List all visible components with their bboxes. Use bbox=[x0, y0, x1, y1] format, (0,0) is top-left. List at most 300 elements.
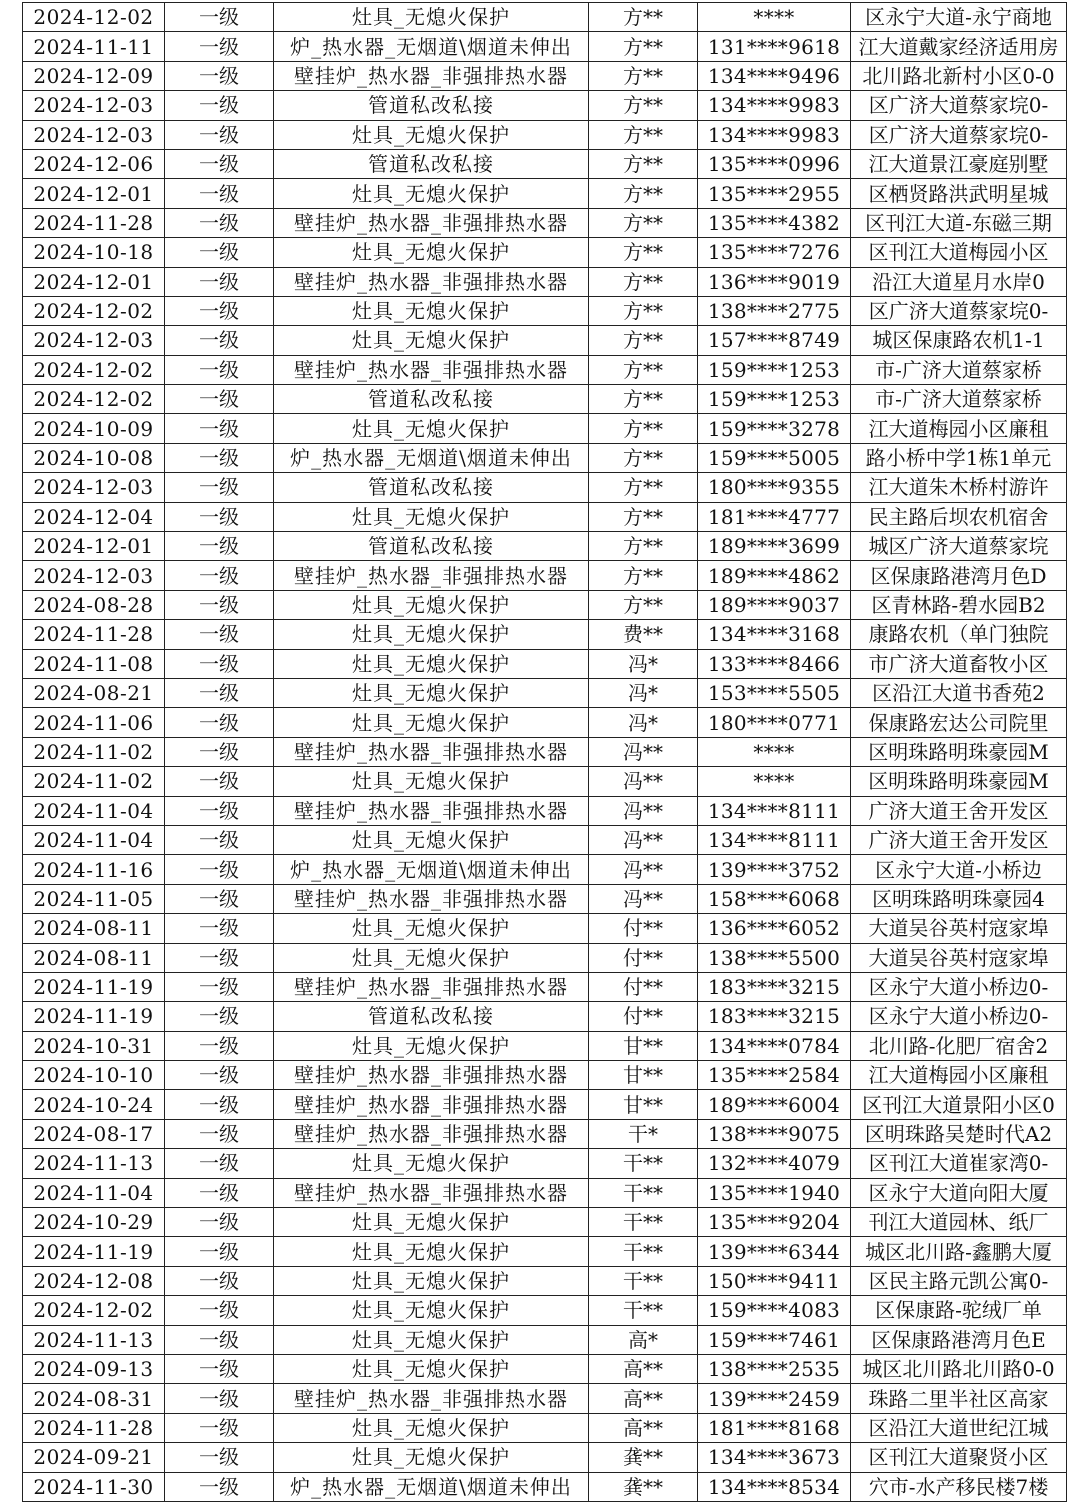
customer-name-cell: 方** bbox=[589, 238, 698, 267]
date-cell: 2024-11-19 bbox=[23, 1002, 165, 1031]
phone-cell: 159****3278 bbox=[698, 414, 851, 443]
level-cell: 一级 bbox=[165, 1443, 274, 1472]
phone-cell: 180****9355 bbox=[698, 473, 851, 502]
customer-name-cell: 方** bbox=[589, 208, 698, 237]
hazard-type-cell: 灶具_无熄火保护 bbox=[274, 767, 589, 796]
address-cell: 穴市-水产移民楼7楼 bbox=[851, 1472, 1067, 1501]
level-cell: 一级 bbox=[165, 91, 274, 120]
date-cell: 2024-12-03 bbox=[23, 473, 165, 502]
phone-cell: 135****9204 bbox=[698, 1208, 851, 1237]
phone-cell: 189****3699 bbox=[698, 532, 851, 561]
address-cell: 城区北川路北川路0-0 bbox=[851, 1354, 1067, 1383]
table-row bbox=[23, 532, 1067, 561]
date-cell: 2024-11-04 bbox=[23, 1178, 165, 1207]
hazard-type-cell: 灶具_无熄火保护 bbox=[274, 3, 589, 32]
hazard-type-cell: 壁挂炉_热水器_非强排热水器 bbox=[274, 1178, 589, 1207]
table-row bbox=[23, 326, 1067, 355]
hazard-type-cell: 灶具_无熄火保护 bbox=[274, 1149, 589, 1178]
phone-cell: 138****5500 bbox=[698, 943, 851, 972]
level-cell: 一级 bbox=[165, 943, 274, 972]
table-row bbox=[23, 238, 1067, 267]
customer-name-cell: 方** bbox=[589, 3, 698, 32]
hazard-type-cell: 壁挂炉_热水器_非强排热水器 bbox=[274, 355, 589, 384]
phone-cell: 134****8111 bbox=[698, 825, 851, 854]
address-cell: 市-广济大道蔡家桥 bbox=[851, 355, 1067, 384]
hazard-type-cell: 管道私改私接 bbox=[274, 1002, 589, 1031]
hazard-type-cell: 灶具_无熄火保护 bbox=[274, 1208, 589, 1237]
level-cell: 一级 bbox=[165, 972, 274, 1001]
address-cell: 区沿江大道世纪江城 bbox=[851, 1413, 1067, 1442]
hazard-type-cell: 管道私改私接 bbox=[274, 532, 589, 561]
date-cell: 2024-09-21 bbox=[23, 1443, 165, 1472]
phone-cell: 159****7461 bbox=[698, 1325, 851, 1354]
date-cell: 2024-11-04 bbox=[23, 796, 165, 825]
hazard-type-cell: 灶具_无熄火保护 bbox=[274, 678, 589, 707]
phone-cell: 133****8466 bbox=[698, 649, 851, 678]
level-cell: 一级 bbox=[165, 1002, 274, 1031]
address-cell: 区保康路港湾月色D bbox=[851, 561, 1067, 590]
date-cell: 2024-12-03 bbox=[23, 561, 165, 590]
address-cell: 广济大道王舍开发区 bbox=[851, 825, 1067, 854]
address-cell: 区永宁大道向阳大厦 bbox=[851, 1178, 1067, 1207]
hazard-type-cell: 炉_热水器_无烟道\烟道未伸出 bbox=[274, 855, 589, 884]
date-cell: 2024-11-28 bbox=[23, 208, 165, 237]
date-cell: 2024-12-02 bbox=[23, 1296, 165, 1325]
customer-name-cell: 干* bbox=[589, 1119, 698, 1148]
address-cell: 区广济大道蔡家垸0- bbox=[851, 91, 1067, 120]
level-cell: 一级 bbox=[165, 1266, 274, 1295]
customer-name-cell: 冯* bbox=[589, 678, 698, 707]
hazard-type-cell: 壁挂炉_热水器_非强排热水器 bbox=[274, 737, 589, 766]
customer-name-cell: 龚** bbox=[589, 1472, 698, 1501]
date-cell: 2024-12-02 bbox=[23, 355, 165, 384]
level-cell: 一级 bbox=[165, 1413, 274, 1442]
table-row bbox=[23, 649, 1067, 678]
table-row bbox=[23, 1061, 1067, 1090]
phone-cell: 134****0784 bbox=[698, 1031, 851, 1060]
date-cell: 2024-12-02 bbox=[23, 3, 165, 32]
address-cell: 区永宁大道-永宁商地 bbox=[851, 3, 1067, 32]
address-cell: 区明珠路明珠豪园M bbox=[851, 737, 1067, 766]
level-cell: 一级 bbox=[165, 1061, 274, 1090]
date-cell: 2024-12-03 bbox=[23, 326, 165, 355]
date-cell: 2024-10-29 bbox=[23, 1208, 165, 1237]
table-row bbox=[23, 767, 1067, 796]
date-cell: 2024-12-03 bbox=[23, 120, 165, 149]
date-cell: 2024-10-18 bbox=[23, 238, 165, 267]
hazard-type-cell: 灶具_无熄火保护 bbox=[274, 326, 589, 355]
level-cell: 一级 bbox=[165, 120, 274, 149]
level-cell: 一级 bbox=[165, 296, 274, 325]
table-row bbox=[23, 1296, 1067, 1325]
hazard-type-cell: 壁挂炉_热水器_非强排热水器 bbox=[274, 561, 589, 590]
phone-cell: 189****4862 bbox=[698, 561, 851, 590]
hazard-record-table bbox=[22, 2, 1067, 1502]
customer-name-cell: 甘** bbox=[589, 1061, 698, 1090]
level-cell: 一级 bbox=[165, 1354, 274, 1383]
level-cell: 一级 bbox=[165, 1031, 274, 1060]
customer-name-cell: 冯* bbox=[589, 708, 698, 737]
date-cell: 2024-11-02 bbox=[23, 737, 165, 766]
address-cell: 刊江大道园林、纸厂 bbox=[851, 1208, 1067, 1237]
address-cell: 区栖贤路洪武明星城 bbox=[851, 179, 1067, 208]
address-cell: 区沿江大道书香苑2 bbox=[851, 678, 1067, 707]
level-cell: 一级 bbox=[165, 855, 274, 884]
customer-name-cell: 方** bbox=[589, 385, 698, 414]
level-cell: 一级 bbox=[165, 179, 274, 208]
hazard-type-cell: 炉_热水器_无烟道\烟道未伸出 bbox=[274, 443, 589, 472]
customer-name-cell: 冯** bbox=[589, 855, 698, 884]
address-cell: 大道吴谷英村寇家埠 bbox=[851, 943, 1067, 972]
hazard-type-cell: 壁挂炉_热水器_非强排热水器 bbox=[274, 267, 589, 296]
customer-name-cell: 方** bbox=[589, 532, 698, 561]
table-row bbox=[23, 1472, 1067, 1501]
phone-cell: 138****9075 bbox=[698, 1119, 851, 1148]
level-cell: 一级 bbox=[165, 1119, 274, 1148]
hazard-type-cell: 炉_热水器_无烟道\烟道未伸出 bbox=[274, 1472, 589, 1501]
address-cell: 北川路北新村小区0-0 bbox=[851, 61, 1067, 90]
customer-name-cell: 方** bbox=[589, 149, 698, 178]
level-cell: 一级 bbox=[165, 1178, 274, 1207]
phone-cell: 139****3752 bbox=[698, 855, 851, 884]
date-cell: 2024-12-08 bbox=[23, 1266, 165, 1295]
date-cell: 2024-11-28 bbox=[23, 620, 165, 649]
table-row bbox=[23, 972, 1067, 1001]
customer-name-cell: 方** bbox=[589, 91, 698, 120]
level-cell: 一级 bbox=[165, 561, 274, 590]
date-cell: 2024-11-19 bbox=[23, 972, 165, 1001]
inspection-sheet bbox=[22, 2, 1066, 1502]
customer-name-cell: 龚** bbox=[589, 1443, 698, 1472]
date-cell: 2024-12-01 bbox=[23, 179, 165, 208]
customer-name-cell: 方** bbox=[589, 443, 698, 472]
table-row bbox=[23, 267, 1067, 296]
level-cell: 一级 bbox=[165, 32, 274, 61]
hazard-type-cell: 壁挂炉_热水器_非强排热水器 bbox=[274, 1119, 589, 1148]
level-cell: 一级 bbox=[165, 914, 274, 943]
address-cell: 区刊江大道景阳小区0 bbox=[851, 1090, 1067, 1119]
hazard-type-cell: 灶具_无熄火保护 bbox=[274, 914, 589, 943]
address-cell: 区刊江大道崔家湾0- bbox=[851, 1149, 1067, 1178]
hazard-type-cell: 灶具_无熄火保护 bbox=[274, 1031, 589, 1060]
customer-name-cell: 冯** bbox=[589, 737, 698, 766]
level-cell: 一级 bbox=[165, 1472, 274, 1501]
table-row bbox=[23, 91, 1067, 120]
date-cell: 2024-12-02 bbox=[23, 296, 165, 325]
table-row bbox=[23, 120, 1067, 149]
level-cell: 一级 bbox=[165, 825, 274, 854]
table-row bbox=[23, 1354, 1067, 1383]
customer-name-cell: 方** bbox=[589, 561, 698, 590]
customer-name-cell: 方** bbox=[589, 590, 698, 619]
phone-cell: 136****6052 bbox=[698, 914, 851, 943]
customer-name-cell: 干** bbox=[589, 1178, 698, 1207]
table-row bbox=[23, 708, 1067, 737]
hazard-type-cell: 灶具_无熄火保护 bbox=[274, 649, 589, 678]
phone-cell: 159****4083 bbox=[698, 1296, 851, 1325]
level-cell: 一级 bbox=[165, 414, 274, 443]
customer-name-cell: 付** bbox=[589, 972, 698, 1001]
table-row bbox=[23, 1149, 1067, 1178]
address-cell: 江大道梅园小区廉租 bbox=[851, 1061, 1067, 1090]
table-row bbox=[23, 737, 1067, 766]
address-cell: 区永宁大道小桥边0- bbox=[851, 972, 1067, 1001]
phone-cell: 135****0996 bbox=[698, 149, 851, 178]
table-row bbox=[23, 3, 1067, 32]
table-row bbox=[23, 561, 1067, 590]
customer-name-cell: 方** bbox=[589, 414, 698, 443]
address-cell: 城区北川路-鑫鹏大厦 bbox=[851, 1237, 1067, 1266]
date-cell: 2024-12-04 bbox=[23, 502, 165, 531]
hazard-type-cell: 灶具_无熄火保护 bbox=[274, 620, 589, 649]
level-cell: 一级 bbox=[165, 238, 274, 267]
level-cell: 一级 bbox=[165, 767, 274, 796]
table-body bbox=[23, 3, 1067, 1502]
address-cell: 区永宁大道小桥边0- bbox=[851, 1002, 1067, 1031]
date-cell: 2024-11-11 bbox=[23, 32, 165, 61]
hazard-type-cell: 壁挂炉_热水器_非强排热水器 bbox=[274, 208, 589, 237]
customer-name-cell: 冯** bbox=[589, 884, 698, 913]
address-cell: 沿江大道星月水岸0 bbox=[851, 267, 1067, 296]
customer-name-cell: 高** bbox=[589, 1384, 698, 1413]
address-cell: 区保康路港湾月色E bbox=[851, 1325, 1067, 1354]
customer-name-cell: 方** bbox=[589, 326, 698, 355]
phone-cell: **** bbox=[698, 767, 851, 796]
table-row bbox=[23, 149, 1067, 178]
date-cell: 2024-12-06 bbox=[23, 149, 165, 178]
level-cell: 一级 bbox=[165, 385, 274, 414]
hazard-type-cell: 壁挂炉_热水器_非强排热水器 bbox=[274, 61, 589, 90]
table-row bbox=[23, 1443, 1067, 1472]
address-cell: 保康路宏达公司院里 bbox=[851, 708, 1067, 737]
address-cell: 区刊江大道-东磁三期 bbox=[851, 208, 1067, 237]
hazard-type-cell: 灶具_无熄火保护 bbox=[274, 708, 589, 737]
phone-cell: 135****1940 bbox=[698, 1178, 851, 1207]
date-cell: 2024-11-16 bbox=[23, 855, 165, 884]
level-cell: 一级 bbox=[165, 1237, 274, 1266]
customer-name-cell: 甘** bbox=[589, 1031, 698, 1060]
phone-cell: 132****4079 bbox=[698, 1149, 851, 1178]
phone-cell: 135****7276 bbox=[698, 238, 851, 267]
level-cell: 一级 bbox=[165, 737, 274, 766]
table-row bbox=[23, 296, 1067, 325]
date-cell: 2024-11-13 bbox=[23, 1149, 165, 1178]
customer-name-cell: 费** bbox=[589, 620, 698, 649]
phone-cell: 139****2459 bbox=[698, 1384, 851, 1413]
date-cell: 2024-10-09 bbox=[23, 414, 165, 443]
address-cell: 江大道朱木桥村游许 bbox=[851, 473, 1067, 502]
phone-cell: 138****2535 bbox=[698, 1354, 851, 1383]
address-cell: 江大道景江豪庭别墅 bbox=[851, 149, 1067, 178]
table-row bbox=[23, 32, 1067, 61]
hazard-type-cell: 灶具_无熄火保护 bbox=[274, 590, 589, 619]
date-cell: 2024-11-06 bbox=[23, 708, 165, 737]
date-cell: 2024-12-09 bbox=[23, 61, 165, 90]
table-row bbox=[23, 1090, 1067, 1119]
table-row bbox=[23, 1031, 1067, 1060]
date-cell: 2024-10-24 bbox=[23, 1090, 165, 1119]
phone-cell: 135****2955 bbox=[698, 179, 851, 208]
phone-cell: 159****5005 bbox=[698, 443, 851, 472]
hazard-type-cell: 灶具_无熄火保护 bbox=[274, 179, 589, 208]
phone-cell: 180****0771 bbox=[698, 708, 851, 737]
date-cell: 2024-10-10 bbox=[23, 1061, 165, 1090]
customer-name-cell: 付** bbox=[589, 1002, 698, 1031]
hazard-type-cell: 灶具_无熄火保护 bbox=[274, 1325, 589, 1354]
level-cell: 一级 bbox=[165, 1208, 274, 1237]
date-cell: 2024-08-11 bbox=[23, 943, 165, 972]
customer-name-cell: 方** bbox=[589, 120, 698, 149]
address-cell: 珠路二里半社区高家 bbox=[851, 1384, 1067, 1413]
customer-name-cell: 干** bbox=[589, 1237, 698, 1266]
level-cell: 一级 bbox=[165, 208, 274, 237]
phone-cell: 150****9411 bbox=[698, 1266, 851, 1295]
table-row bbox=[23, 620, 1067, 649]
address-cell: 区明珠路明珠豪园4 bbox=[851, 884, 1067, 913]
hazard-type-cell: 灶具_无熄火保护 bbox=[274, 1237, 589, 1266]
address-cell: 路小桥中学1栋1单元 bbox=[851, 443, 1067, 472]
table-row bbox=[23, 1237, 1067, 1266]
date-cell: 2024-11-13 bbox=[23, 1325, 165, 1354]
address-cell: 区明珠路吴楚时代A2 bbox=[851, 1119, 1067, 1148]
level-cell: 一级 bbox=[165, 149, 274, 178]
phone-cell: 183****3215 bbox=[698, 1002, 851, 1031]
level-cell: 一级 bbox=[165, 3, 274, 32]
address-cell: 区明珠路明珠豪园M bbox=[851, 767, 1067, 796]
address-cell: 区刊江大道聚贤小区 bbox=[851, 1443, 1067, 1472]
customer-name-cell: 付** bbox=[589, 914, 698, 943]
hazard-type-cell: 壁挂炉_热水器_非强排热水器 bbox=[274, 884, 589, 913]
table-row bbox=[23, 414, 1067, 443]
level-cell: 一级 bbox=[165, 267, 274, 296]
table-row bbox=[23, 1266, 1067, 1295]
customer-name-cell: 方** bbox=[589, 473, 698, 502]
hazard-type-cell: 管道私改私接 bbox=[274, 91, 589, 120]
table-row bbox=[23, 502, 1067, 531]
phone-cell: 139****6344 bbox=[698, 1237, 851, 1266]
address-cell: 区保康路-驼绒厂单 bbox=[851, 1296, 1067, 1325]
hazard-type-cell: 灶具_无熄火保护 bbox=[274, 1266, 589, 1295]
table-row bbox=[23, 208, 1067, 237]
table-row bbox=[23, 1208, 1067, 1237]
phone-cell: 134****9983 bbox=[698, 91, 851, 120]
address-cell: 区刊江大道梅园小区 bbox=[851, 238, 1067, 267]
level-cell: 一级 bbox=[165, 1149, 274, 1178]
table-row bbox=[23, 884, 1067, 913]
hazard-type-cell: 管道私改私接 bbox=[274, 473, 589, 502]
date-cell: 2024-08-17 bbox=[23, 1119, 165, 1148]
customer-name-cell: 冯** bbox=[589, 796, 698, 825]
phone-cell: 189****6004 bbox=[698, 1090, 851, 1119]
level-cell: 一级 bbox=[165, 61, 274, 90]
phone-cell: 153****5505 bbox=[698, 678, 851, 707]
hazard-type-cell: 管道私改私接 bbox=[274, 385, 589, 414]
table-row bbox=[23, 855, 1067, 884]
address-cell: 区广济大道蔡家垸0- bbox=[851, 120, 1067, 149]
address-cell: 市广济大道畜牧小区 bbox=[851, 649, 1067, 678]
date-cell: 2024-11-19 bbox=[23, 1237, 165, 1266]
date-cell: 2024-08-21 bbox=[23, 678, 165, 707]
hazard-type-cell: 灶具_无熄火保护 bbox=[274, 296, 589, 325]
customer-name-cell: 方** bbox=[589, 355, 698, 384]
date-cell: 2024-10-31 bbox=[23, 1031, 165, 1060]
customer-name-cell: 干** bbox=[589, 1266, 698, 1295]
address-cell: 城区广济大道蔡家垸 bbox=[851, 532, 1067, 561]
hazard-type-cell: 炉_热水器_无烟道\烟道未伸出 bbox=[274, 32, 589, 61]
customer-name-cell: 方** bbox=[589, 502, 698, 531]
phone-cell: 134****9983 bbox=[698, 120, 851, 149]
phone-cell: 159****1253 bbox=[698, 385, 851, 414]
date-cell: 2024-08-31 bbox=[23, 1384, 165, 1413]
customer-name-cell: 方** bbox=[589, 61, 698, 90]
level-cell: 一级 bbox=[165, 884, 274, 913]
level-cell: 一级 bbox=[165, 708, 274, 737]
table-row bbox=[23, 914, 1067, 943]
phone-cell: 131****9618 bbox=[698, 32, 851, 61]
table-row bbox=[23, 1002, 1067, 1031]
hazard-type-cell: 灶具_无熄火保护 bbox=[274, 1413, 589, 1442]
date-cell: 2024-12-01 bbox=[23, 532, 165, 561]
hazard-type-cell: 灶具_无熄火保护 bbox=[274, 1443, 589, 1472]
customer-name-cell: 甘** bbox=[589, 1090, 698, 1119]
hazard-type-cell: 灶具_无熄火保护 bbox=[274, 414, 589, 443]
customer-name-cell: 干** bbox=[589, 1208, 698, 1237]
phone-cell: 159****1253 bbox=[698, 355, 851, 384]
level-cell: 一级 bbox=[165, 1296, 274, 1325]
level-cell: 一级 bbox=[165, 443, 274, 472]
phone-cell: 181****8168 bbox=[698, 1413, 851, 1442]
hazard-type-cell: 灶具_无熄火保护 bbox=[274, 825, 589, 854]
date-cell: 2024-11-05 bbox=[23, 884, 165, 913]
customer-name-cell: 方** bbox=[589, 267, 698, 296]
table-row bbox=[23, 590, 1067, 619]
phone-cell: 134****3673 bbox=[698, 1443, 851, 1472]
date-cell: 2024-09-13 bbox=[23, 1354, 165, 1383]
table-row bbox=[23, 796, 1067, 825]
phone-cell: 183****3215 bbox=[698, 972, 851, 1001]
phone-cell: 157****8749 bbox=[698, 326, 851, 355]
date-cell: 2024-11-04 bbox=[23, 825, 165, 854]
hazard-type-cell: 管道私改私接 bbox=[274, 149, 589, 178]
date-cell: 2024-12-03 bbox=[23, 91, 165, 120]
customer-name-cell: 冯* bbox=[589, 649, 698, 678]
customer-name-cell: 冯** bbox=[589, 825, 698, 854]
table-row bbox=[23, 943, 1067, 972]
level-cell: 一级 bbox=[165, 326, 274, 355]
date-cell: 2024-11-08 bbox=[23, 649, 165, 678]
table-row bbox=[23, 385, 1067, 414]
level-cell: 一级 bbox=[165, 796, 274, 825]
level-cell: 一级 bbox=[165, 620, 274, 649]
phone-cell: 158****6068 bbox=[698, 884, 851, 913]
customer-name-cell: 高** bbox=[589, 1413, 698, 1442]
address-cell: 市-广济大道蔡家桥 bbox=[851, 385, 1067, 414]
phone-cell: 181****4777 bbox=[698, 502, 851, 531]
level-cell: 一级 bbox=[165, 649, 274, 678]
customer-name-cell: 干** bbox=[589, 1296, 698, 1325]
address-cell: 江大道梅园小区廉租 bbox=[851, 414, 1067, 443]
table-row bbox=[23, 1384, 1067, 1413]
phone-cell: 135****4382 bbox=[698, 208, 851, 237]
table-row bbox=[23, 1413, 1067, 1442]
customer-name-cell: 高** bbox=[589, 1354, 698, 1383]
table-row bbox=[23, 1325, 1067, 1354]
address-cell: 区民主路元凯公寓0- bbox=[851, 1266, 1067, 1295]
date-cell: 2024-11-02 bbox=[23, 767, 165, 796]
address-cell: 区永宁大道-小桥边 bbox=[851, 855, 1067, 884]
table-row bbox=[23, 1119, 1067, 1148]
hazard-type-cell: 壁挂炉_热水器_非强排热水器 bbox=[274, 1061, 589, 1090]
